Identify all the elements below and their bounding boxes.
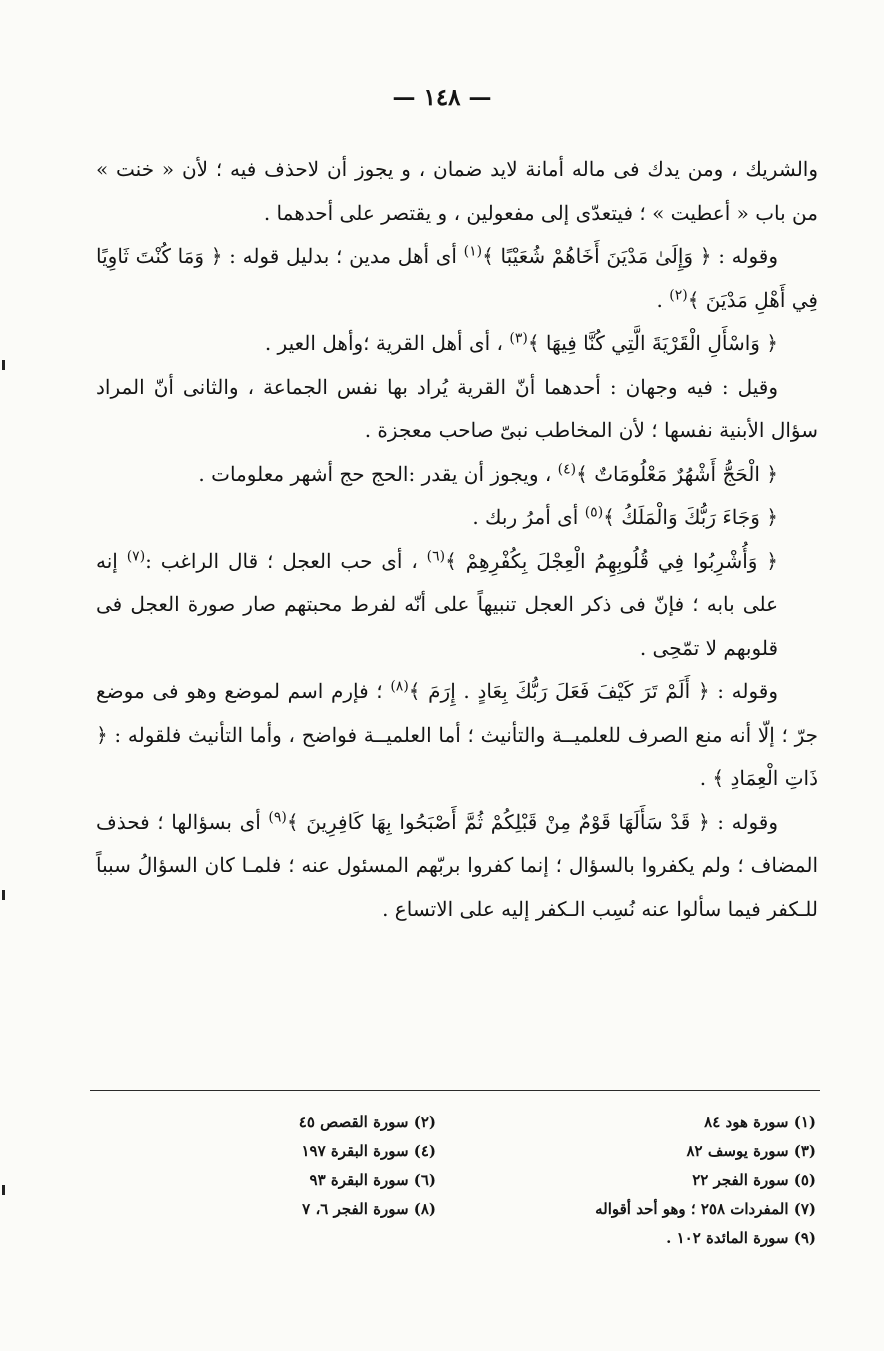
quran-verse: ﴿ وَجَاءَ رَبُّكَ وَالْمَلَكُ ﴾ [603, 505, 778, 529]
text-run: ؛ فإرم اسم لموضع وهو فى موضع جرّ ؛ إلّا أنه منع الصرف للعلميــة والتأنيث ؛ أما العلميــة فواضح ، وأما التأنيث فلقوله : [96, 679, 818, 747]
text-run: أى بسؤالها ؛ فحذف المضاف ؛ ولم يكفروا بالسؤال ؛ إنما كفروا بربّهم المسئول عنه ؛ فلمـا كان السؤالُ سبباً للـكفر فيما سألوا عنه نُسِب الـكفر إليه على الاتساع . [96, 809, 818, 921]
paragraph-hajj [96, 453, 818, 497]
footnote-row [140, 1108, 816, 1137]
quran-verse: ﴿ وَإِلَىٰ مَدْيَنَ أَخَاهُمْ شُعَيْبًا ﴾ [482, 244, 712, 268]
text-run: وقوله : [711, 244, 779, 268]
text-run: وقوله : [709, 679, 778, 703]
page-number: — ١٤٨ — [392, 84, 492, 111]
footnote-ref: (١) [463, 243, 483, 260]
footnote: (٨) سورة الفجر ٦، ٧ [302, 1200, 436, 1218]
footnote-ref: (٦) [426, 547, 446, 564]
quran-verse: ﴿ الْحَجُّ أَشْهُرٌ مَعْلُومَاتٌ ﴾ [576, 461, 778, 486]
footnote-ref: (٢) [669, 286, 688, 303]
text-run: . [699, 766, 713, 790]
scan-edge-mark [2, 360, 5, 370]
footnote-ref: (٩) [268, 808, 287, 825]
quran-verse: ﴿ أَلَمْ تَرَ كَيْفَ فَعَلَ رَبُّكَ بِعَادٍ . إِرَمَ ﴾ [408, 679, 710, 703]
footnote-row [140, 1166, 816, 1195]
text-run: ، ويجوز أن يقدر :الحج حج أشهر معلومات . [198, 461, 558, 486]
text-run: والشريك ، ومن يدك فى ماله أمانة لايد ضمان ، و يجوز أن لاحذف فيه ؛ لأن « خنت » من باب « أعطيت » ؛ فيتعدّى إلى مفعولين ، و يقتصر على أحدهما . [96, 157, 818, 225]
footnote: (٥) سورة الفجر ٢٢ [692, 1171, 816, 1189]
main-text [96, 148, 818, 931]
paragraph-qarya-explanation [96, 366, 818, 453]
text-run: إنه على بابه ؛ فإنّ فى ذكر العجل تنبيهاً على أنّه لفرط محبتهم صار صورة العجل فى قلوبهم لا تمّحِى . [96, 548, 778, 660]
footnote: (٦) سورة البقرة ٩٣ [309, 1171, 436, 1189]
footnote: (٧) المفردات ٢٥٨ ؛ وهو أحد أقواله [595, 1200, 816, 1218]
footnote-separator [90, 1090, 820, 1091]
scan-edge-mark [2, 890, 5, 900]
quran-verse: ﴿ ذَاتِ الْعِمَادِ ﴾ [96, 722, 818, 790]
text-run: ، أى حب العجل ؛ قال الراغب : [145, 548, 427, 573]
footnote [140, 1224, 436, 1253]
paragraph-qarya-verse [96, 322, 818, 366]
footnote-row [140, 1224, 816, 1253]
text-run: وقوله : [709, 809, 778, 834]
footnote: (٢) سورة القصص ٤٥ [298, 1113, 436, 1131]
footnote-ref: (٨) [390, 678, 409, 695]
paragraph-madyan [96, 235, 818, 322]
footnote-ref: (٤) [557, 460, 577, 477]
footnote: (٩) سورة المائدة ١٠٢ . [666, 1229, 816, 1247]
footnote-ref: (٥) [584, 504, 604, 521]
text-run: أى أهل مدين ؛ بدليل قوله : [222, 244, 464, 268]
paragraph-wajaa [96, 496, 818, 540]
text-run: . [656, 287, 670, 312]
footnote-row [140, 1137, 816, 1166]
text-run: ، أى أهل القرية ؛وأهل العير . [264, 331, 510, 355]
footnote-ref: (٧) [126, 547, 146, 564]
paragraph-saalaha [96, 801, 818, 932]
footnote: (٣) سورة يوسف ٨٢ [686, 1142, 816, 1160]
footnote: (٤) سورة البقرة ١٩٧ [301, 1142, 436, 1160]
footnote-ref: (٣) [509, 330, 528, 347]
quran-verse: ﴿ وَمَا كُنْتَ ثَاوِيًا فِي أَهْلِ مَدْيَنَ ﴾ [96, 244, 818, 312]
paragraph-kheana [96, 148, 818, 235]
text-run: أى أمرُ ربك . [472, 505, 585, 529]
paragraph-ijl [96, 540, 818, 671]
scan-edge-mark [2, 1185, 5, 1195]
footnotes [140, 1108, 816, 1253]
quran-verse: ﴿ قَدْ سَأَلَهَا قَوْمٌ مِنْ قَبْلِكُمْ ثُمَّ أَصْبَحُوا بِهَا كَافِرِينَ ﴾ [286, 809, 710, 834]
footnote-row [140, 1195, 816, 1224]
text-run: وقيل : فيه وجهان : أحدهما أنّ القرية يُراد بها نفس الجماعة ، والثانى أنّ المراد سؤال الأبنية نفسها ؛ لأن المخاطب نبىّ صاحب معجزة . [96, 374, 818, 442]
footnote: (١) سورة هود ٨٤ [704, 1113, 816, 1131]
paragraph-iram [96, 670, 818, 801]
quran-verse: ﴿ وَاسْأَلِ الْقَرْيَةَ الَّتِي كُنَّا فِيهَا ﴾ [527, 331, 778, 355]
quran-verse: ﴿ وَأُشْرِبُوا فِي قُلُوبِهِمُ الْعِجْلَ بِكُفْرِهِمْ ﴾ [445, 548, 778, 573]
